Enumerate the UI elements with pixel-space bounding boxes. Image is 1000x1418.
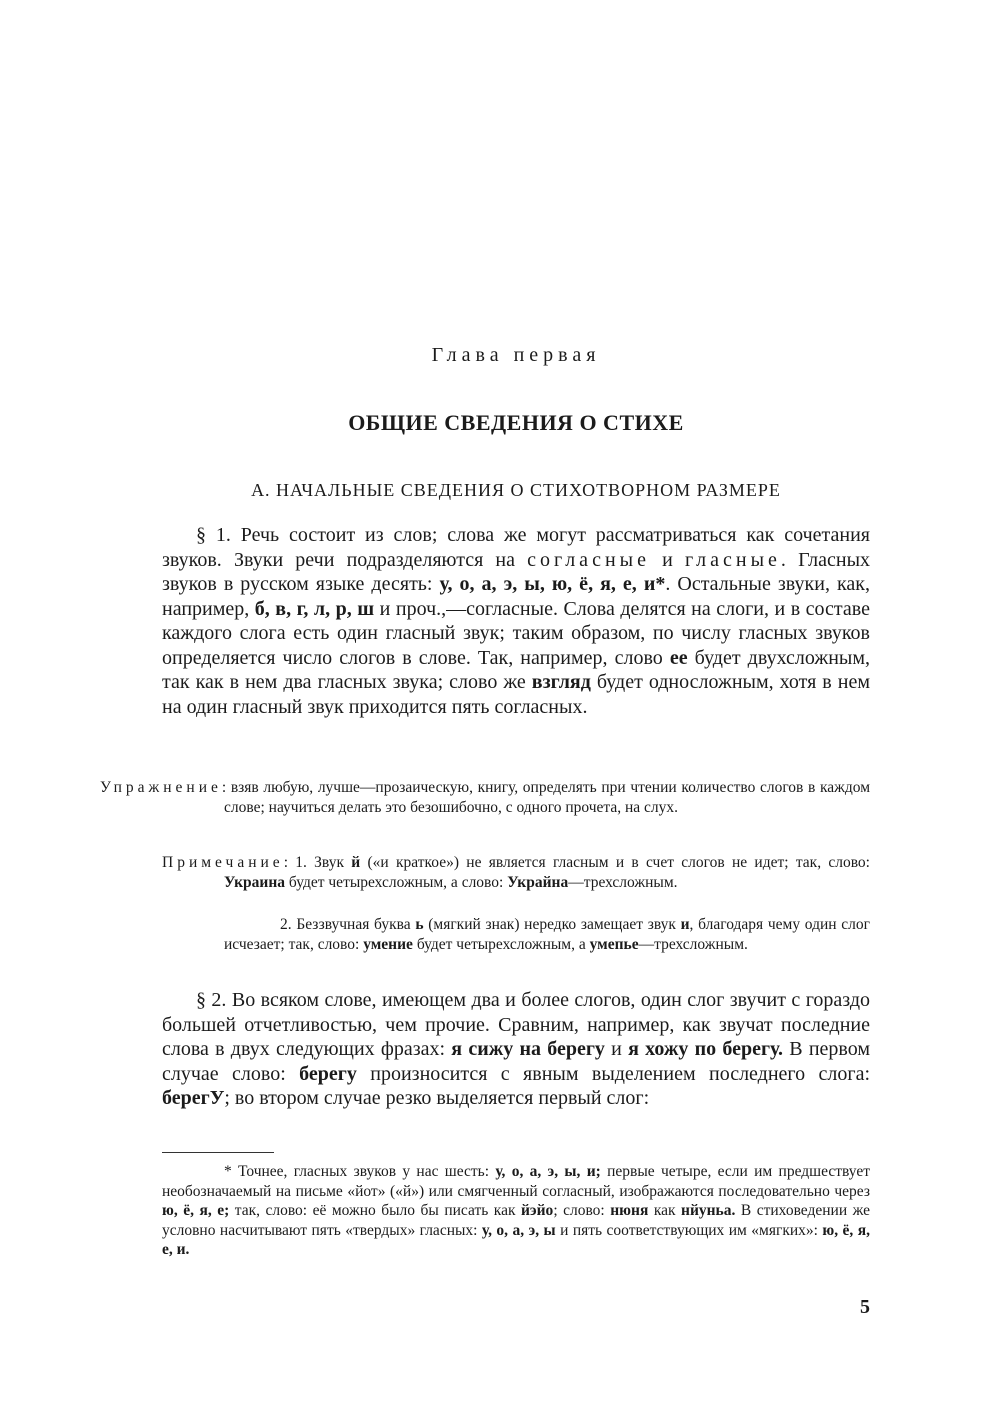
term-vowels: гласные xyxy=(684,548,781,571)
section-title: А. НАЧАЛЬНЫЕ СВЕДЕНИЯ О СТИХОТВОРНОМ РАЗМЕРЕ xyxy=(251,480,781,500)
paragraph-1: § 1. Речь состоит из слов; слова же могут рассматриваться как сочетания звуков. Звуки речи подразделяются на согласные и гласные. Гласных звуков в русском языке десять: у, о, а, э, ы, ю, ё, я, е, и*. Остальные звуки, как, например, б, в, г, л, р, ш и проч.,—согласные. Слова делятся на слоги, и в составе каждого слога есть один гласный звук; таким образом, по числу гласных звуков определяется число слогов в слове. Так, например, слово ее будет двухсложным, так как в нем два гласных звука; слово же взгляд будет односложным, хотя в нем на один гласный звук приходится пять согласных. xyxy=(162,524,870,718)
example-word: ее xyxy=(669,646,688,669)
paragraph-2: § 2. Во всяком слове, имеющем два и более слогов, один слог звучит с гораздо большей отчетливостью, чем прочие. Сравним, например, как звучат последние слова в двух следующих фразах: я сижу на берегу и я хожу по берегу. В первом случае слово: берегу произносится с явным выделением последнего слога: берегУ; во втором случае резко выделяется первый слог: xyxy=(162,989,871,1109)
remark-note-2: 2. Беззвучная буква ь (мягкий знак) нередко замещает звук и, благодаря чему один слог исчезает; так, слово: умение будет четырехсложным, а умепье—трехсложным. xyxy=(224,916,870,953)
example-word: взгляд xyxy=(531,671,591,693)
remark-note-1: Примечание: 1. Звук й («и краткое») не является гласным и в счет слогов не идет; так, слово: Украина будет четырехсложным, а слово: Украйна—трехсложным. xyxy=(162,854,870,891)
exercise-note: Упражнение: взяв любую, лучше—прозаическую, книгу, определять при чтении количество слогов в каждом слове; научиться делать это безошибочно, с одного прочета, на слух. xyxy=(100,779,870,816)
example-phrase: я хожу по берегу. xyxy=(628,1038,784,1060)
footnote-divider xyxy=(162,1152,274,1153)
remark-label: Примечание xyxy=(162,854,284,871)
chapter-title: ОБЩИЕ СВЕДЕНИЯ О СТИХЕ xyxy=(348,410,684,435)
example-phrase: я сижу на берегу xyxy=(451,1038,605,1060)
chapter-label: Глава первая xyxy=(431,344,601,366)
example-word: берегу xyxy=(299,1062,357,1085)
vowel-list: у, о, а, э, ы, ю, ё, я, е, и* xyxy=(439,573,666,595)
book-page xyxy=(100,0,871,1418)
footnote: * Точнее, гласных звуков у нас шесть: у, о, а, э, ы, и; первые четыре, если им предшествует необозначаемый на письме «йот» («й») или смягченный согласный, изображаются последовательно через ю, ё, я, е; так, слово: её можно было бы писать как йэйо; слово: нюня как нйуньа. В стиховедении же условно насчитывают пять «твердых» гласных: у, о, а, э, ы и пять соответствующих им «мягких»: ю, ё, я, е, и. xyxy=(162,1163,870,1258)
consonant-list: б, в, г, л, р, ш xyxy=(254,597,375,620)
page-number: 5 xyxy=(860,1296,870,1318)
example-word: берегУ xyxy=(162,1087,225,1109)
exercise-label: Упражнение xyxy=(100,779,222,796)
term-consonants: согласные xyxy=(527,548,650,571)
